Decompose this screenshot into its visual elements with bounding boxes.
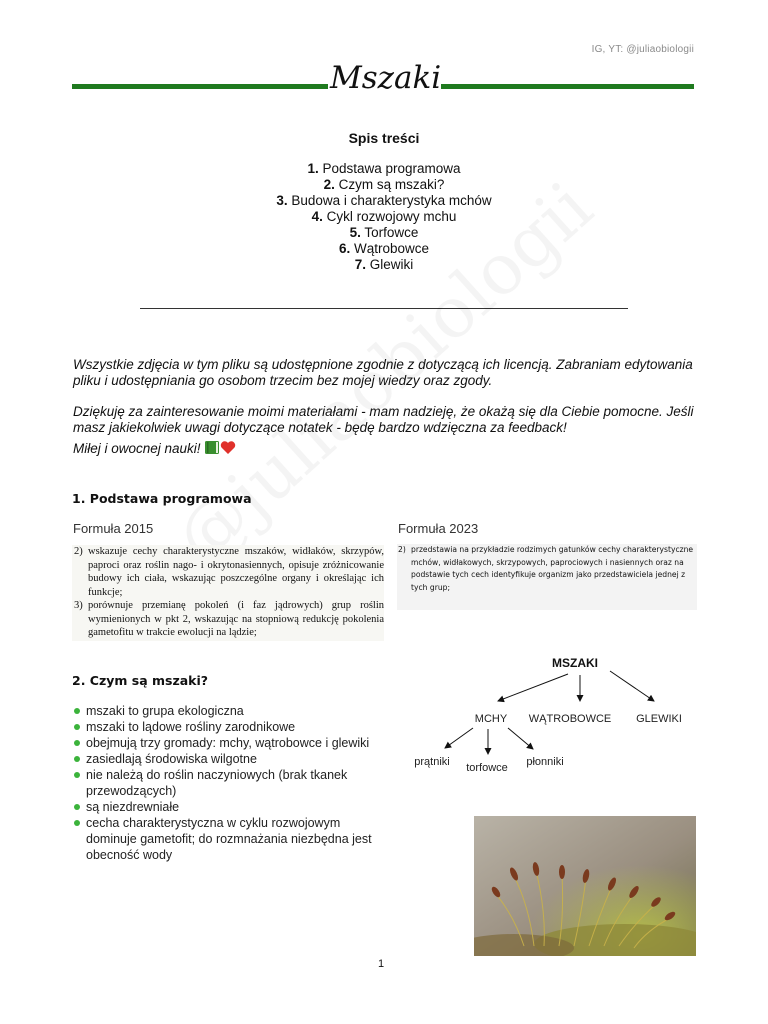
- requirement-item: 3) porównuje przemianę pokoleń (i faz jądrowych) grup roślin wymienionych w pkt 2, wskazując na stopniową redukcję pokolenia gametofitu w trakcie ewolucji na lądzie;: [74, 600, 384, 638]
- page-title: Mszaki: [330, 60, 442, 96]
- license-note: Wszystkie zdjęcia w tym pliku są udostępnione zgodnie z dotyczącą ich licencją. Zabraniam edytowania pliku i udostępniania go osobom trzecim bez mojej wiedzy oraz zgody.: [73, 357, 693, 388]
- green-book-icon: [204, 440, 220, 455]
- tree-edge: [610, 671, 654, 701]
- moss-photo: [474, 816, 696, 956]
- toc-item[interactable]: 5. Torfowce: [349, 225, 419, 240]
- tree-node-mchy: MCHY: [474, 713, 508, 725]
- toc-item[interactable]: 3. Budowa i charakterystyka mchów: [276, 193, 492, 208]
- tree-node-glewiki: GLEWIKI: [636, 713, 682, 725]
- list-item: zasiedlają środowiska wilgotne: [72, 751, 392, 767]
- page-number: 1: [378, 958, 385, 970]
- classification-diagram: [400, 650, 700, 780]
- toc-heading: Spis treści: [348, 130, 420, 146]
- closing-note: Miłej i owocnej nauki!: [73, 440, 703, 457]
- tree-edge: [498, 674, 568, 701]
- requirement-item: 2) wskazuje cechy charakterystyczne mszaków, widłaków, skrzypów, paproci oraz roślin nago- i okrytonasiennych, opisuje zróżnicowanie budowy ich ciała, wskazując poszczególne organy i określając ich funkcje;: [74, 546, 384, 598]
- thanks-note: Dziękuję za zainteresowanie moimi materiałami - mam nadzieję, że okażą się dla Ciebie pomocne. Jeśli masz jakiekolwiek uwagi dotyczące notatek - będę bardzo wdzięczna za feedback!: [73, 404, 694, 435]
- tree-node-pratniki: prątniki: [414, 756, 450, 768]
- formula-2015-label: Formuła 2015: [73, 521, 154, 536]
- moss-facts-list: [72, 703, 392, 863]
- list-item: mszaki to grupa ekologiczna: [72, 703, 392, 719]
- divider: [140, 308, 628, 309]
- list-item: mszaki to lądowe rośliny zarodnikowe: [72, 719, 392, 735]
- requirement-item: 2) przedstawia na przykładzie rodzimych gatunków cechy charakterystyczne mchów, widłakowych, skrzypowych, paprociowych i nasiennych oraz na podstawie tych cech identyfikuje organizm jako przedstawiciela jednej z tych grup;: [398, 545, 694, 592]
- toc-item[interactable]: 6. Wątrobowce: [338, 241, 430, 256]
- section-heading-2: 2. Czym są mszaki?: [72, 673, 209, 688]
- toc-item[interactable]: 4. Cykl rozwojowy mchu: [311, 209, 457, 224]
- table-of-contents: [0, 161, 768, 273]
- list-item: są niezdrewniałe: [72, 799, 392, 815]
- tree-root: MSZAKI: [552, 656, 598, 670]
- title-bar-right: [441, 84, 694, 89]
- formula-2023-label: Formuła 2023: [398, 521, 479, 536]
- red-heart-icon: [220, 440, 236, 455]
- tree-node-torfowce: torfowce: [466, 762, 508, 774]
- tree-edge: [508, 728, 533, 749]
- list-item: nie należą do roślin naczyniowych (brak tkanek przewodzących): [72, 767, 392, 799]
- author-credit: IG, YT: @juliaobiologii: [591, 44, 694, 55]
- requirements-2023: [397, 544, 697, 610]
- list-item: cecha charakterystyczna w cyklu rozwojowym dominuje gametofit; do rozmnażania niezbędna jest obecność wody: [72, 815, 392, 863]
- requirements-2015: [72, 545, 384, 641]
- list-item: obejmują trzy gromady: mchy, wątrobowce i glewiki: [72, 735, 392, 751]
- tree-node-plonniki: płonniki: [526, 756, 564, 768]
- section-heading-1: 1. Podstawa programowa: [72, 491, 252, 506]
- toc-item[interactable]: 2. Czym są mszaki?: [323, 177, 445, 192]
- tree-edge: [445, 728, 473, 748]
- tree-node-watrobowce: WĄTROBOWCE: [528, 713, 612, 725]
- toc-item[interactable]: 7. Glewiki: [354, 257, 414, 272]
- toc-item[interactable]: 1. Podstawa programowa: [307, 161, 461, 176]
- title-bar-left: [72, 84, 328, 89]
